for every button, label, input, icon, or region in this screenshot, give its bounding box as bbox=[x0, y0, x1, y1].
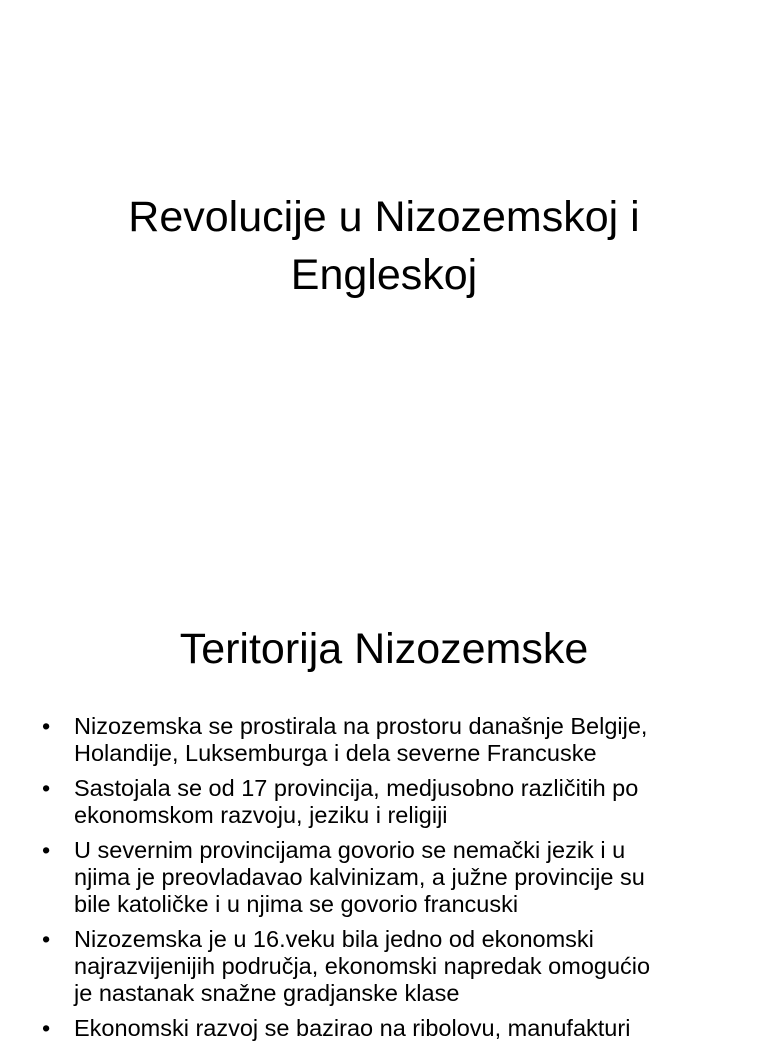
bullet-item bbox=[38, 713, 738, 767]
bullet-text-line: je nastanak snažne gradjanske klase bbox=[74, 980, 460, 1006]
slide-1-title bbox=[0, 188, 768, 304]
slide-1-title-line-2: Engleskoj bbox=[290, 251, 478, 299]
bullet-text-line: njima je preovladavao kalvinizam, a južne provincije su bbox=[74, 864, 645, 890]
bullet-text-line: najrazvijenijih područja, ekonomski napredak omogućio bbox=[74, 953, 651, 979]
bullet-item bbox=[38, 926, 738, 1007]
bullet-text-line: U severnim provincijama govorio se nemački jezik i u bbox=[74, 837, 626, 863]
bullet-list bbox=[38, 713, 738, 1050]
bullet-icon: • bbox=[42, 926, 51, 952]
bullet-icon: • bbox=[42, 713, 51, 739]
bullet-item bbox=[38, 1015, 738, 1042]
bullet-text-line: bile katoličke i u njima se govorio francuski bbox=[74, 891, 519, 917]
bullet-item bbox=[38, 775, 738, 829]
bullet-text-line: Ekonomski razvoj se bazirao na ribolovu, manufakturi bbox=[74, 1015, 631, 1041]
bullet-icon: • bbox=[42, 837, 51, 863]
bullet-text-line: ekonomskom razvoju, jeziku i religiji bbox=[74, 802, 448, 828]
bullet-text-line: Sastojala se od 17 provincija, medjusobno različitih po bbox=[74, 775, 639, 801]
slide-2-title: Teritorija Nizozemske bbox=[179, 625, 589, 673]
bullet-icon: • bbox=[42, 775, 51, 801]
slide-2 bbox=[0, 576, 768, 1041]
bullet-text-line: Nizozemska se prostirala na prostoru današnje Belgije, bbox=[74, 713, 648, 739]
bullet-text-line: Holandije, Luksemburga i dela severne Francuske bbox=[74, 740, 597, 766]
slide-1-title-line-1: Revolucije u Nizozemskoj i bbox=[128, 193, 640, 241]
bullet-item bbox=[38, 837, 738, 918]
bullet-icon: • bbox=[42, 1015, 51, 1041]
bullet-text-line: Nizozemska je u 16.veku bila jedno od ekonomski bbox=[74, 926, 594, 952]
